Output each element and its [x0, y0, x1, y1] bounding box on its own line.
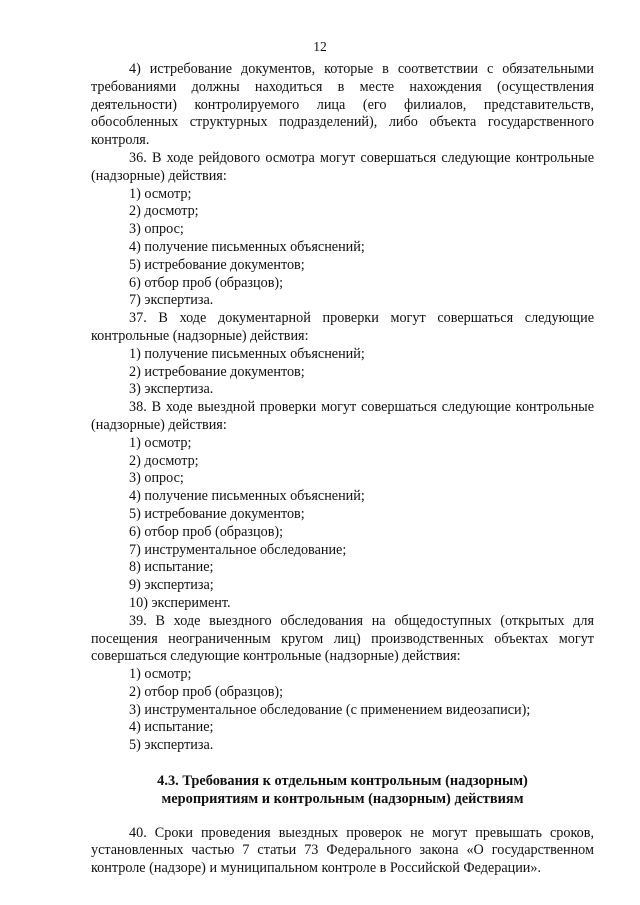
- list-item: 5) истребование документов;: [129, 505, 305, 522]
- list-item: 2) истребование документов;: [129, 363, 305, 380]
- section-heading: [91, 773, 594, 809]
- list-item: 1) получение письменных объяснений;: [129, 345, 365, 362]
- list-item: 7) экспертиза.: [129, 292, 214, 309]
- paragraph: 38. В ходе выездной проверки могут совершаться следующие контрольные (надзорные) действия:: [91, 399, 594, 433]
- list-item: 1) осмотр;: [129, 666, 192, 683]
- list-item: 3) опрос;: [129, 470, 184, 487]
- list-item: 1) осмотр;: [129, 434, 192, 451]
- list-item: 9) экспертиза;: [129, 577, 214, 594]
- list-item: 1) осмотр;: [129, 185, 192, 202]
- list-item: 6) отбор проб (образцов);: [129, 523, 284, 540]
- list-item: 4) получение письменных объяснений;: [129, 488, 365, 505]
- list-item: 5) истребование документов;: [129, 256, 305, 273]
- list-item: 3) инструментальное обследование (с применением видеозаписи);: [129, 701, 531, 718]
- paragraph: 36. В ходе рейдового осмотра могут совершаться следующие контрольные (надзорные) действия:: [91, 149, 594, 184]
- page-number: 12: [313, 39, 327, 54]
- paragraph: 37. В ходе документарной проверки могут совершаться следующие контрольные (надзорные) действия:: [91, 310, 594, 344]
- list-item: 6) отбор проб (образцов);: [129, 274, 284, 291]
- list-item: 7) инструментальное обследование;: [129, 541, 347, 558]
- list-item: 4) испытание;: [129, 719, 214, 736]
- list-item: 2) досмотр;: [129, 203, 199, 220]
- section-heading-line-2: мероприятиям и контрольным (надзорным) действиям: [161, 790, 524, 807]
- list-item: 3) экспертиза.: [129, 381, 214, 398]
- list-item: 2) отбор проб (образцов);: [129, 683, 284, 700]
- paragraph: 39. В ходе выездного обследования на общедоступных (открытых для посещения неограниченным кругом лиц) производственных объектах могут совершаться следующие контрольные (надзорные) действия:: [91, 612, 594, 665]
- list-item: 10) эксперимент.: [129, 594, 231, 611]
- final-paragraph: 40. Сроки проведения выездных проверок не могут превышать сроков, установленных частью 7 статьи 73 Федерального закона «О государственном контроле (надзоре) и муниципальном контроле в Российской Федерации».: [91, 824, 594, 877]
- list-item: 3) опрос;: [129, 221, 184, 238]
- section-heading-line-1: 4.3. Требования к отдельным контрольным (надзорным): [157, 773, 528, 790]
- list-item: 8) испытание;: [129, 559, 214, 576]
- list-item: 5) экспертиза.: [129, 737, 214, 754]
- document-body: [91, 61, 594, 878]
- list-item: 2) досмотр;: [129, 452, 199, 469]
- paragraph-list: [91, 61, 594, 755]
- paragraph: 4) истребование документов, которые в соответствии с обязательными требованиями должны находиться в месте нахождения (осуществления деятельности) контролируемого лица (его филиалов, представительств, обособленных структурных подразделений), либо объекта государственного контроля.: [91, 61, 594, 149]
- list-item: 4) получение письменных объяснений;: [129, 238, 365, 255]
